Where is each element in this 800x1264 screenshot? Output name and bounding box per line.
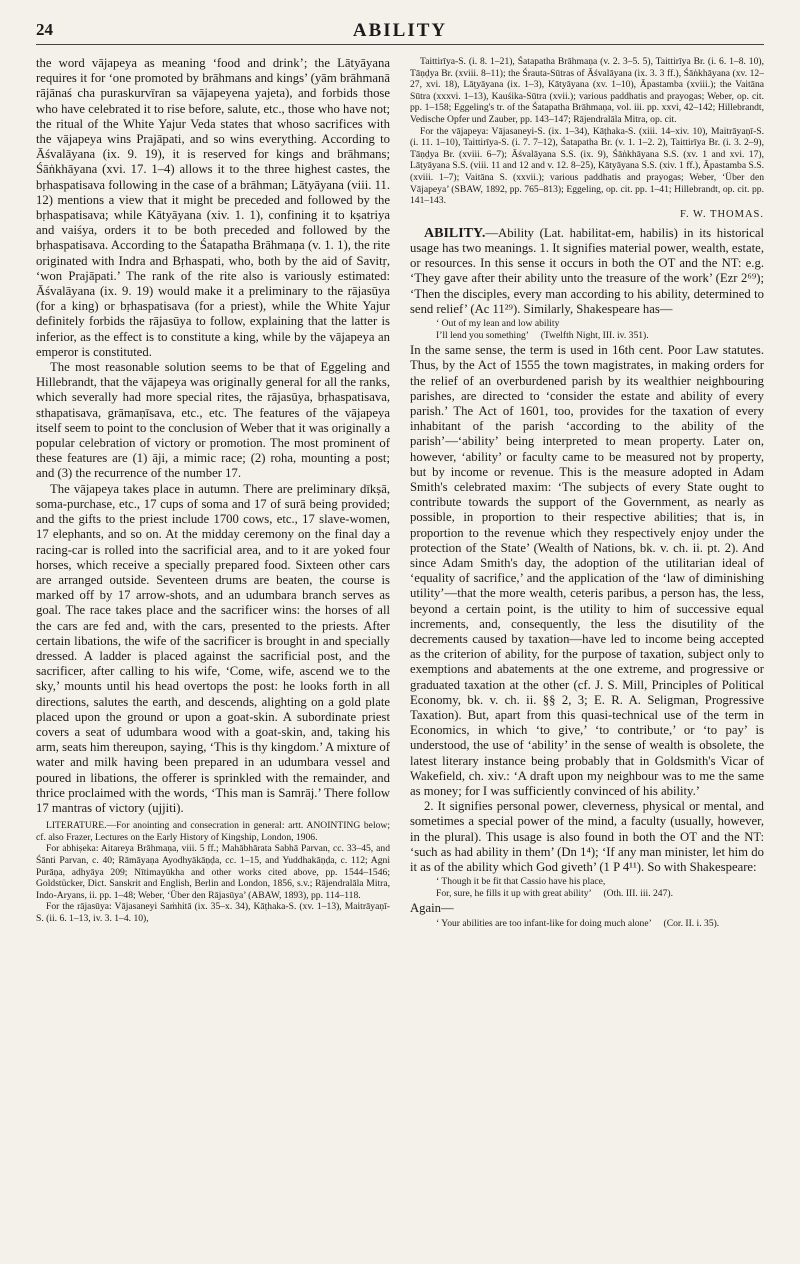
quote-reference: (Twelfth Night, III. iv. 351). bbox=[540, 329, 649, 341]
quote-line: ‘ Out of my lean and low ability bbox=[436, 317, 560, 329]
quote-line: ‘ Your abilities are too infant-like for doing much alone’ bbox=[436, 917, 652, 929]
right-column bbox=[410, 56, 764, 1252]
body-paragraph: 2. It signifies personal power, cleverness, physical or mental, and sometimes a special power of the mind, a faculty (usually, however, in the plural). This usage is also found in both the OT and the NT: ‘such as had ability in them’ (Dn 1⁴); ‘If any man minister, let him do it as of the ability which God giveth’ (1 P 4¹¹). So with Shakespeare: bbox=[410, 799, 764, 875]
left-column bbox=[36, 56, 390, 1252]
quotation bbox=[410, 918, 764, 930]
literature-paragraph: For abhiṣeka: Aitareya Brāhmaṇa, viii. 5 ff.; Mahābhārata Sabhā Parvan, cc. 33–45, and Śānti Parvan, c. 40; Rāmāyaṇa Ayodhyākāṇḍa, cc. 1–15, and Yuddhakāṇḍa, c. 112; Agni Purāṇa, adhyāya 209; Nītimayūkha and other works cited above, pp. 1544–1546; Goldstücker, Dict. Sanskrit and English, Berlin and London, 1856, s.v.; Rājendralāla Mitra, Indo-Aryans, ii. pp. 1–48; Weber, ‘Über den Rājasūya’ (ABAW, 1893), pp. 114–118. bbox=[36, 843, 390, 901]
quote-reference: (Oth. III. iii. 247). bbox=[603, 887, 673, 899]
body-paragraph: In the same sense, the term is used in 16th cent. Poor Law statutes. Thus, by the Act of 1555 the town magistrates, in making orders for the relief of an overburdened parish by its wealthier neighbouring parishes, are directed to ‘consider the estate and ability of every parish.’ The Act of 1601, too, provides for the taxation of every inhabitant of the parish ‘according to the ability of the parish’—‘ability’ being interpreted to mean property. Later on, however, ‘ability’ or faculty came to be measured not by property, but by income or revenue. This is the measure adopted in Adam Smith's celebrated maxim: ‘The subjects of every State ought to contribute towards the support of the Government, as nearly as possible, in proportion to their respective abilities; that is, in proportion to the revenue which they respectively enjoy under the protection of the State’ (Wealth of Nations, bk. v. ch. ii. pt. 2). And since Adam Smith's day, the adoption of the utilitarian ideal of ‘equality of sacrifice,’ and the application of the ‘law of diminishing utility’—that the more wealth, ceteris paribus, a person has, the less, beyond a certain point, is the utility to him of successive equal increments, and, consequently, the less the disutility of the decrements caused by taxation—have led to income being accepted as the criterion of ability, for the purpose of taxation, subject only to exemptions and abatements at the one extreme, and progressive or graduated taxation at the other (cf. J. S. Mill, Principles of Political Economy, bk. v. ch. ii. §§ 2, 3; E. R. A. Seligman, Progressive Taxation). But, apart from this quasi-technical use of the term in Economics, in which ‘to give,’ ‘to contribute,’ or ‘to pay’ is understood, the use of ‘ability’ in the sense of wealth is obsolete, the latest literary instance being probably that in Goldsmith's Vicar of Wakefield, ch. xiv.: ‘A draft upon my neighbour was to me the same as money; for I was sufficiently convinced of his ability.’ bbox=[410, 343, 764, 799]
running-headword: ABILITY bbox=[352, 20, 448, 41]
entry-opening bbox=[410, 226, 764, 317]
literature-paragraph: For the vājapeya: Vājasaneyi-S. (ix. 1–34), Kāṭhaka-S. (xiii. 14–xiv. 10), Maitrāyaṇī-S. (i. 11. 1–10), Taittirīya-S. (i. 7. 7–12), Śatapatha Br. (v. 1. 1–2. 2), Taittirīya Br. (i. 3. 2–9), Tāṇḍya Br. (xviii. 6–7); Āśvalāyana S.S. (ix. 9), Śāṅkhāyana S.S. (xv. 1 and xvi. 17), Lāṭyāyana S.S. (viii. 11 and 12 and v. 12. 8–25), Kātyāyana S.S. (xiv. 1 ff.), Āpastamba S.S. (xviii. 1–7); Vaitāna S. (xxvii.); various paddhatis and prayogas; Weber, ‘Über den Vājapeya’ (SBAW, 1892, pp. 765–813); Eggeling, op. cit. pp. 1–41; Hillebrandt, op. cit. pp. 141–143. bbox=[410, 125, 764, 207]
body-paragraph: Again— bbox=[410, 901, 454, 916]
quote-line: ‘ Though it be fit that Cassio have his place, bbox=[436, 876, 606, 888]
body-paragraph: The vājapeya takes place in autumn. There are preliminary dīkṣā, soma-purchase, etc., 17 cups of soma and 17 of surā being provided; and the gifts to the priest include 1700 cows, etc., 17 slave-women, 17 elephants, and so on. At the midday ceremony on the final day a racing-car is rolled into the sacrificial area, and to it are yoked four horses, which receive a specially prepared food. Sixteen other cars are arranged outside. Seventeen drums are beaten, the course is marked off by 17 arrow-shots, and an udumbara branch serves as goal. The race takes place and the sacrificer wins: the horses of all the cars are fed and, with the cars, presented to the priests. After certain libations, the wife of the sacrificer is brought in and specially dressed. A ladder is placed against the sacrificial post, and the sacrificer, after calling to his wife, ‘Come, wife, ascend we to the sky,’ mounts until his head overtops the post: he looks forth in all directions, salutes the earth, and descends, alighting on a gold plate placed upon the ground or upon a goat-skin. A subordinate priest covers a seat of udumbara wood with a goat-skin, and, taking his arm, seats him thereupon, saying, ‘This is thy kingdom.’ A mixture of water and milk having been prepared in an udumbara vessel and poured in libations, the offerer is sprinkled with the remainder, and thrice proclaimed with the words, ‘This man is Samrāj.’ There follow 17 mantras of victory (ujjiti). bbox=[36, 481, 390, 815]
entry-headword: ABILITY. bbox=[424, 225, 486, 241]
page-number: 24 bbox=[36, 20, 53, 39]
running-header bbox=[36, 20, 764, 45]
entry-text: —Ability (Lat. habilitat-em, habilis) in its historical usage has two meanings. 1. It signifies material power, wealth, estate, or resources. In this sense it occurs in both the OT and the NT: e.g. ‘They gave after their ability unto the treasure of the work’ (Ezr 2⁶⁹); ‘Then the disciples, every man according to his ability, determined to send relief’ (Ac 11²⁹). Similarly, Shakespeare has— bbox=[410, 225, 764, 316]
quotation bbox=[410, 318, 764, 341]
quotation bbox=[410, 876, 764, 899]
literature-paragraph: Taittirīya-S. (i. 8. 1–21), Śatapatha Brāhmaṇa (v. 2. 3–5. 5), Taittirīya Br. (i. 6. 1–8. 10), Tāṇḍya Br. (xviii. 8–11); the Śrauta-Sūtras of Āśvalāyana (ix. 3. 3 ff.), Śāṅkhāyana (xv. 12–27, xvi. 18), Lāṭyāyana (ix. 1–3), Kātyāyana (xv. 1–10), Āpastamba (xviii.); the Vaitāna Sūtra (xxxvi. 1–13), Kauśika-Sūtra (xvii.); various paddhatis and prayogas; Weber, op. cit. pp. 1–158; Eggeling's tr. of the Śatapatha Brāhmaṇa, vol. iii. pp. xxvi, 42–142; Hillebrandt, Vedische Opfer und Zauber, pp. 143–147; Rājendralāla Mitra, op. cit. bbox=[410, 56, 764, 125]
quote-line: I’ll lend you something’ bbox=[436, 329, 529, 341]
literature-paragraph: For the rājasūya: Vājasaneyi Saṁhitā (ix. 35–x. 34), Kāṭhaka-S. (xv. 1–13), Maitrāyaṇī-S. (ii. 6. 1–13, iv. 3. 1–4. 10), bbox=[36, 901, 390, 924]
body-paragraph: The most reasonable solution seems to be that of Eggeling and Hillebrandt, that the vājapeya was originally general for all the ranks, which severally had more special rites, the rājasūya, bṛhaspatisava, sthapatisava, grāmaṇīsava, etc., etc. The features of the vājapeya itself seem to point to the conclusion of Weber that it was originally a popular celebration of victory or promotion. The most prominent of these features are (1) āji, a mimic race; (2) roha, mounting a post; and (3) the recurrence of the number 17. bbox=[36, 360, 390, 481]
literature-paragraph: LITERATURE.—For anointing and consecration in general: artt. ANOINTING below; cf. also Frazer, Lectures on the Early History of Kingship, London, 1906. bbox=[36, 820, 390, 843]
body-paragraph: the word vājapeya as meaning ‘food and drink’; the Lātyāyana requires it for ‘one promoted by brāhmans and kings’ (yām brāhmanā rājānaś cha puraskurvīran sa vājapeyena yajeta), and forbids those who have celebrated it to rise before, salute, etc., those who have not; the ritual of the White Yajur Veda states that whoso sacrifices with the vājapeya wins Prajāpati, and so wins everything. According to Āśvalāyana (ix. 9. 19), it is reserved for kings and brāhmans; Śāṅkhāyana (xvi. 17. 1–4) allows it to the three highest castes, the bṛhaspatisava following in the case of a brāhman; Lātyāyana (viii. 11. 12) mentions a view that it might be preceded and followed by the bṛhaspatisava; while Kātyāyana (xiv. 1. 1), confining it to kṣatriya and vaiśya, orders it to be both preceded and followed by the bṛhaspatisava. According to the Śatapatha Brāhmaṇa (v. 1. 1), the rite originated with Indra and Bṛhaspati, who, both by the aid of Savitṛ, ‘won Prajāpati.’ The rank of the rite also is variously estimated: Āśvalāyana (ix. 9. 19) would make it a preliminary to the rājasūya (for a king) or bṛhaspatisava (for a priest), while the White Yajur definitely forbids the rājasūya to follow, explaining that the latter is inferior, as the effect is to constitute a king, while by the vājapeya an emperor is constituted. bbox=[36, 56, 390, 359]
quote-reference: (Cor. II. i. 35). bbox=[663, 917, 720, 929]
author-signature: F. W. THOMAS. bbox=[679, 208, 764, 220]
quote-line: For, sure, he fills it up with great ability’ bbox=[436, 887, 592, 899]
